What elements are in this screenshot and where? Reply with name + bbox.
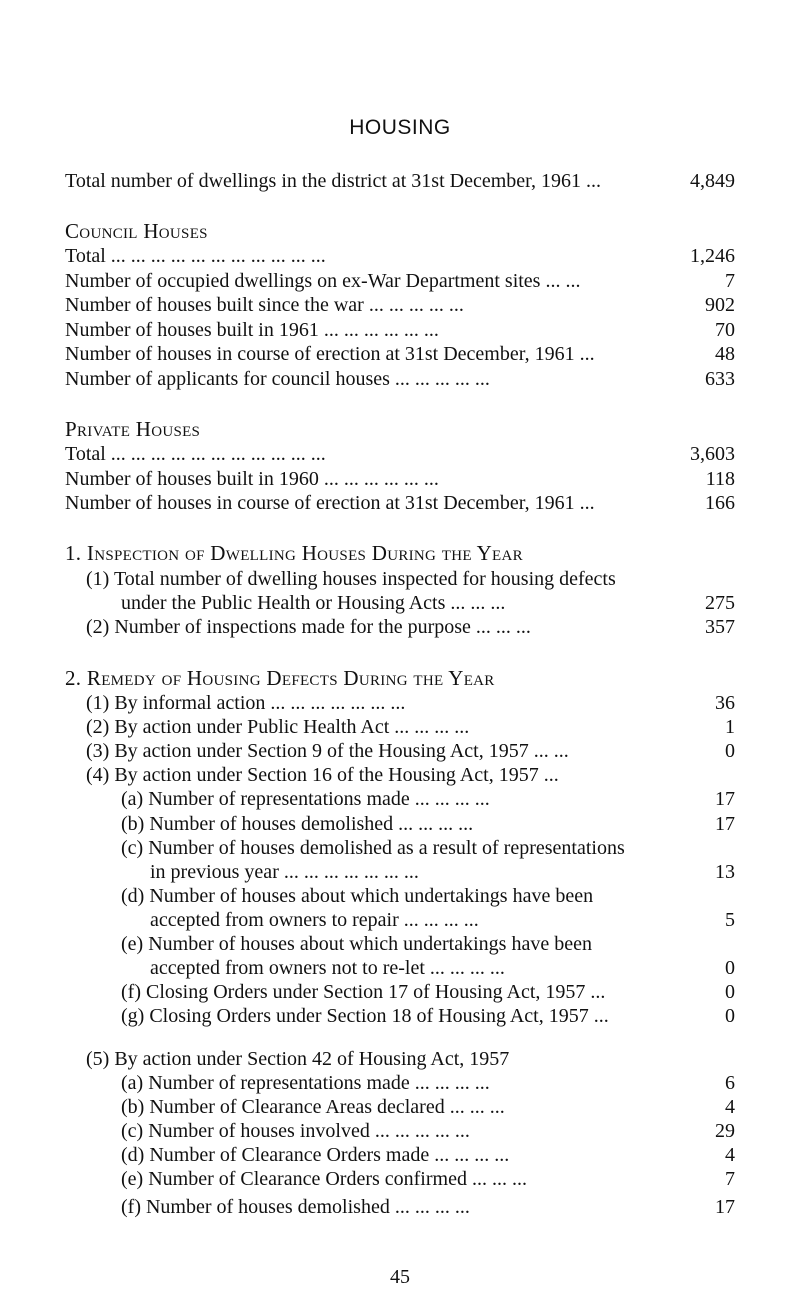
row-label: Number of houses built since the war ... ... ... ... ...	[65, 294, 464, 316]
row-value: 357	[705, 616, 735, 638]
row-label: (1) By informal action ... ... ... ... ... ... ...	[86, 692, 406, 714]
table-row	[0, 243, 800, 269]
row-label: in previous year ... ... ... ... ... ... ...	[150, 861, 419, 883]
row-label: Number of houses in course of erection at 31st December, 1961 ...	[65, 492, 595, 514]
row-value: 7	[725, 1168, 735, 1190]
row-value: 7	[725, 270, 735, 292]
table-row	[0, 955, 800, 981]
table-row	[0, 883, 800, 909]
row-value: 70	[715, 319, 735, 341]
row-value: 36	[715, 692, 735, 714]
table-row	[0, 1003, 800, 1029]
table-row	[0, 441, 800, 467]
table-row	[0, 859, 800, 885]
table-row	[0, 1046, 800, 1072]
table-row	[0, 292, 800, 318]
row-value: 5	[725, 909, 735, 931]
table-row	[0, 490, 800, 516]
table-row	[0, 1166, 800, 1192]
council-houses-heading: Council Houses	[65, 219, 208, 243]
row-value: 166	[705, 492, 735, 514]
row-label: (a) Number of representations made ... ... ... ...	[121, 788, 490, 810]
table-row	[0, 762, 800, 788]
row-label: Number of occupied dwellings on ex-War Department sites ... ...	[65, 270, 581, 292]
table-row	[0, 1070, 800, 1096]
table-row	[0, 690, 800, 716]
total-dwellings-row	[0, 168, 800, 194]
row-value: 29	[715, 1120, 735, 1142]
row-value: 0	[725, 957, 735, 979]
row-label: Total number of dwellings in the district at 31st December, 1961 ...	[65, 170, 602, 192]
row-value: 0	[725, 740, 735, 762]
row-label: under the Public Health or Housing Acts ... ... ...	[121, 592, 506, 614]
row-value: 4	[725, 1096, 735, 1118]
row-label: Number of houses built in 1961 ... ... ... ... ... ...	[65, 319, 439, 341]
table-row	[0, 786, 800, 812]
row-label: (2) By action under Public Health Act ... ... ... ...	[86, 716, 470, 738]
row-label: (b) Number of houses demolished ... ... ... ...	[121, 813, 474, 835]
table-row	[0, 366, 800, 392]
inspection-heading: 1. Inspection of Dwelling Houses During the Year	[65, 541, 523, 565]
row-label: (g) Closing Orders under Section 18 of Housing Act, 1957 ...	[121, 1005, 609, 1027]
row-value: 902	[705, 294, 735, 316]
row-value: 118	[705, 468, 735, 490]
row-label: (2) Number of inspections made for the purpose ... ... ...	[86, 616, 531, 638]
row-value: 4,849	[690, 170, 735, 192]
page-title: HOUSING	[349, 116, 451, 139]
row-value: 275	[705, 592, 735, 614]
table-row	[0, 590, 800, 616]
row-label: accepted from owners not to re-let ... ... ... ...	[150, 957, 505, 979]
table-row	[0, 1194, 800, 1220]
table-row	[0, 268, 800, 294]
table-row	[0, 811, 800, 837]
row-value: 0	[725, 1005, 735, 1027]
row-label: (f) Number of houses demolished ... ... ... ...	[121, 1196, 470, 1218]
row-label: (a) Number of representations made ... ... ... ...	[121, 1072, 490, 1094]
row-label: Total ... ... ... ... ... ... ... ... ... ... ...	[65, 443, 326, 465]
table-row	[0, 835, 800, 861]
row-label: (f) Closing Orders under Section 17 of Housing Act, 1957 ...	[121, 981, 606, 1003]
row-label: (d) Number of Clearance Orders made ... ... ... ...	[121, 1144, 510, 1166]
row-value: 0	[725, 981, 735, 1003]
private-houses-heading: Private Houses	[65, 417, 201, 441]
table-row	[0, 1118, 800, 1144]
row-value: 17	[715, 1196, 735, 1218]
row-value: 48	[715, 343, 735, 365]
row-label: Number of applicants for council houses ... ... ... ... ...	[65, 368, 490, 390]
row-label: Number of houses in course of erection at 31st December, 1961 ...	[65, 343, 595, 365]
row-label: (4) By action under Section 16 of the Housing Act, 1957 ...	[86, 764, 559, 786]
row-label: (3) By action under Section 9 of the Housing Act, 1957 ... ...	[86, 740, 569, 762]
row-value: 1	[725, 716, 735, 738]
table-row	[0, 317, 800, 343]
row-label: (d) Number of houses about which undertakings have been	[121, 885, 594, 907]
table-row	[0, 1094, 800, 1120]
table-row	[0, 714, 800, 740]
row-value: 1,246	[690, 245, 735, 267]
table-row	[0, 907, 800, 933]
row-value: 17	[715, 813, 735, 835]
table-row	[0, 466, 800, 492]
table-row	[0, 1142, 800, 1168]
table-row	[0, 979, 800, 1005]
table-row	[0, 566, 800, 592]
row-label: (c) Number of houses involved ... ... ... ... ...	[121, 1120, 470, 1142]
row-label: (c) Number of houses demolished as a result of representations	[121, 837, 625, 859]
row-value: 4	[725, 1144, 735, 1166]
row-value: 6	[725, 1072, 735, 1094]
row-label: (5) By action under Section 42 of Housing Act, 1957	[86, 1048, 510, 1070]
table-row	[0, 341, 800, 367]
row-value: 633	[705, 368, 735, 390]
row-label: accepted from owners to repair ... ... ... ...	[150, 909, 479, 931]
row-label: (e) Number of Clearance Orders confirmed ... ... ...	[121, 1168, 527, 1190]
row-label: (1) Total number of dwelling houses inspected for housing defects	[86, 568, 616, 590]
row-label: (e) Number of houses about which undertakings have been	[121, 933, 592, 955]
row-label: (b) Number of Clearance Areas declared ... ... ...	[121, 1096, 505, 1118]
table-row	[0, 738, 800, 764]
row-value: 13	[715, 861, 735, 883]
row-label: Number of houses built in 1960 ... ... ... ... ... ...	[65, 468, 439, 490]
table-row	[0, 931, 800, 957]
row-value: 17	[715, 788, 735, 810]
row-value: 3,603	[690, 443, 735, 465]
page-number: 45	[390, 1266, 410, 1288]
row-label: Total ... ... ... ... ... ... ... ... ... ... ...	[65, 245, 326, 267]
table-row	[0, 614, 800, 640]
remedy-heading: 2. Remedy of Housing Defects During the Year	[65, 666, 495, 690]
